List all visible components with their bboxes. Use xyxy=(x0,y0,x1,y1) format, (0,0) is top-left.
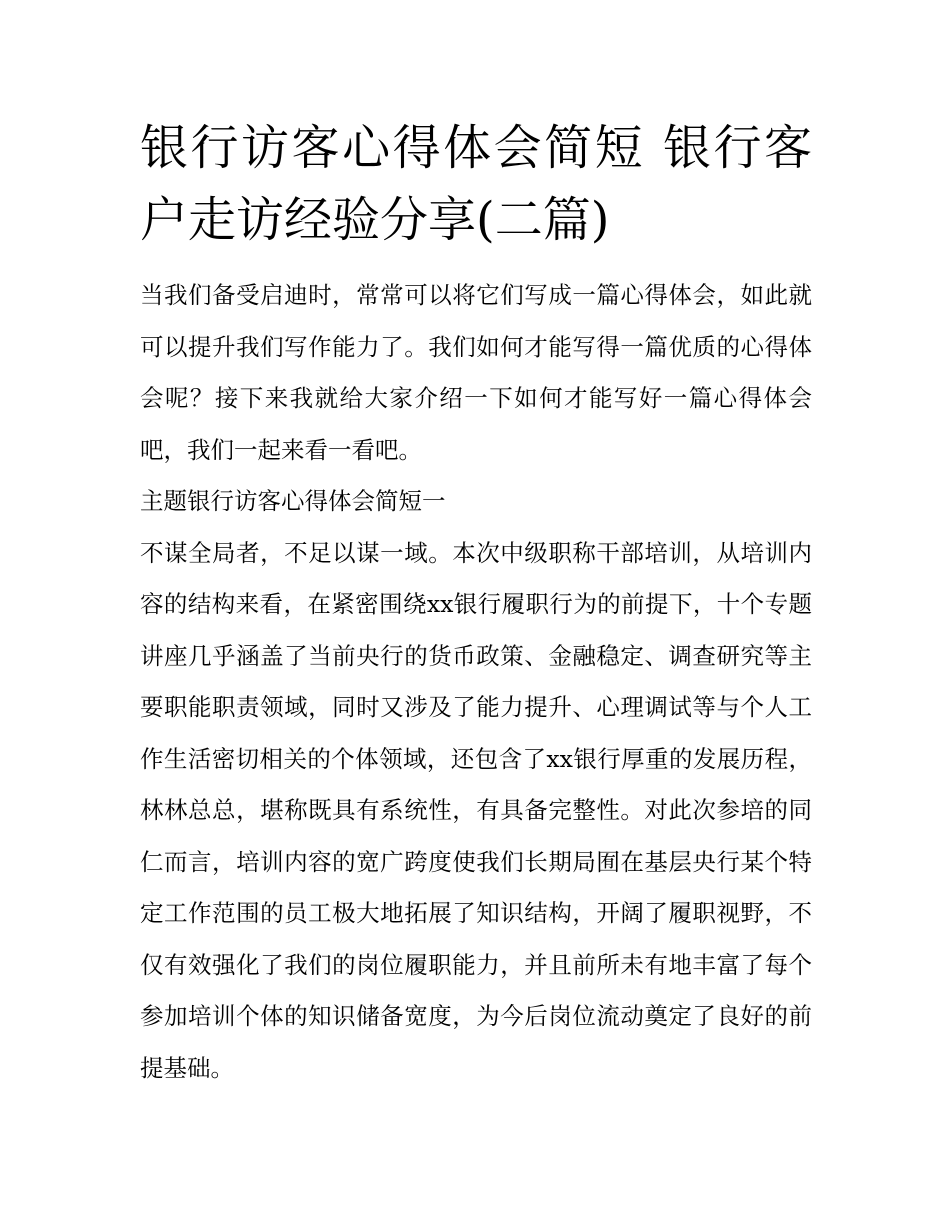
document-title: 银行访客心得体会简短 银行客户走访经验分享(二篇) xyxy=(140,120,812,248)
section-body-paragraph: 不谋全局者，不足以谋一域。本次中级职称干部培训，从培训内容的结构来看，在紧密围绕xx银行履职行为的前提下，十个专题讲座几乎涵盖了当前央行的货币政策、金融稳定、调查研究等主要职能职责领域，同时又涉及了能力提升、心理调试等与个人工作生活密切相关的个体领域，还包含了xx银行厚重的发展历程，林林总总，堪称既具有系统性，有具备完整性。对此次参培的同仁而言，培训内容的宽广跨度使我们长期局囿在基层央行某个特定工作范围的员工极大地拓展了知识结构，开阔了履职视野，不仅有效强化了我们的岗位履职能力，并且前所未有地丰富了每个参加培训个体的知识储备宽度，为今后岗位流动奠定了良好的前提基础。 xyxy=(140,538,812,1082)
section-heading: 主题银行访客心得体会简短一 xyxy=(140,487,446,515)
intro-paragraph: 当我们备受启迪时，常常可以将它们写成一篇心得体会，如此就可以提升我们写作能力了。我们如何才能写得一篇优质的心得体会呢？接下来我就给大家介绍一下如何才能写好一篇心得体会吧，我们一起来看一看吧。 xyxy=(140,281,812,464)
document-content xyxy=(140,112,812,1094)
